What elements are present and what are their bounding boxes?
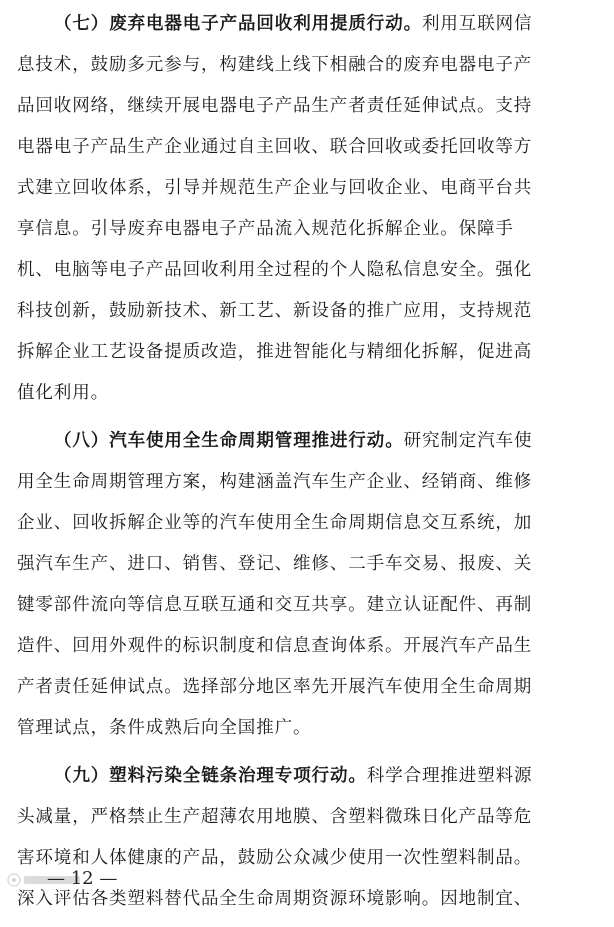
page-number: — 12 — [47, 868, 118, 889]
text-line: 企业、回收拆解企业等的汽车使用全生命周期信息交互系统，加 [17, 513, 533, 533]
paragraph-7 [17, 4, 601, 414]
page-footer [0, 865, 614, 893]
text-line: 息技术，鼓励多元参与，构建线上线下相融合的废弃电器电子产 [17, 55, 533, 75]
body-text: 利用互联网信 [422, 14, 533, 34]
paragraph-8 [17, 421, 601, 749]
document-body [17, 4, 601, 927]
paragraph-first-line [17, 421, 601, 462]
text-line: 值化利用。 [17, 383, 109, 403]
text-line: 头减量，严格禁止生产超薄农用地膜、含塑料微珠日化产品等危 [17, 807, 533, 827]
text-line: 机、电脑等电子产品回收利用全过程的个人隐私信息安全。强化 [17, 260, 533, 280]
text-line: 产者责任延伸试点。选择部分地区率先开展汽车使用全生命周期 [17, 677, 533, 697]
text-line: 品回收网络，继续开展电器电子产品生产者责任延伸试点。支持 [17, 96, 533, 116]
paragraph-heading: （九）塑料污染全链条治理专项行动。 [54, 766, 367, 786]
paragraph-heading: （八）汽车使用全生命周期管理推进行动。 [54, 431, 404, 451]
paragraph-heading: （七）废弃电器电子产品回收利用提质行动。 [54, 14, 422, 34]
text-line: 键零部件流向等信息互联互通和交互共享。建立认证配件、再制 [17, 595, 533, 615]
text-line: 科技创新，鼓励新技术、新工艺、新设备的推广应用，支持规范 [17, 301, 533, 321]
text-line: 深入评估各类塑料替代品全生命周期资源环境影响。因地制宜、 [17, 889, 533, 909]
body-text: 研究制定汽车使 [403, 431, 533, 451]
text-line: 造件、回用外观件的标识制度和信息查询体系。开展汽车产品生 [17, 636, 533, 656]
text-line: 管理试点，条件成熟后向全国推广。 [17, 718, 312, 738]
text-line: 强汽车生产、进口、销售、登记、维修、二手车交易、报废、关 [17, 554, 533, 574]
text-line: 式建立回收体系，引导并规范生产企业与回收企业、电商平台共 [17, 178, 533, 198]
text-line: 害环境和人体健康的产品，鼓励公众减少使用一次性塑料制品。 [17, 848, 533, 868]
text-line: 拆解企业工艺设备提质改造，推进智能化与精细化拆解，促进高 [17, 342, 533, 362]
text-line: 用全生命周期管理方案，构建涵盖汽车生产企业、经销商、维修 [17, 472, 533, 492]
body-text: 科学合理推进塑料源 [366, 766, 533, 786]
paragraph-9 [17, 756, 601, 920]
paragraph-first-line [17, 756, 601, 797]
text-line: 享信息。引导废弃电器电子产品流入规范化拆解企业。保障手 [17, 219, 514, 239]
paragraph-first-line [17, 4, 601, 45]
text-line: 电器电子产品生产企业通过自主回收、联合回收或委托回收等方 [17, 137, 533, 157]
